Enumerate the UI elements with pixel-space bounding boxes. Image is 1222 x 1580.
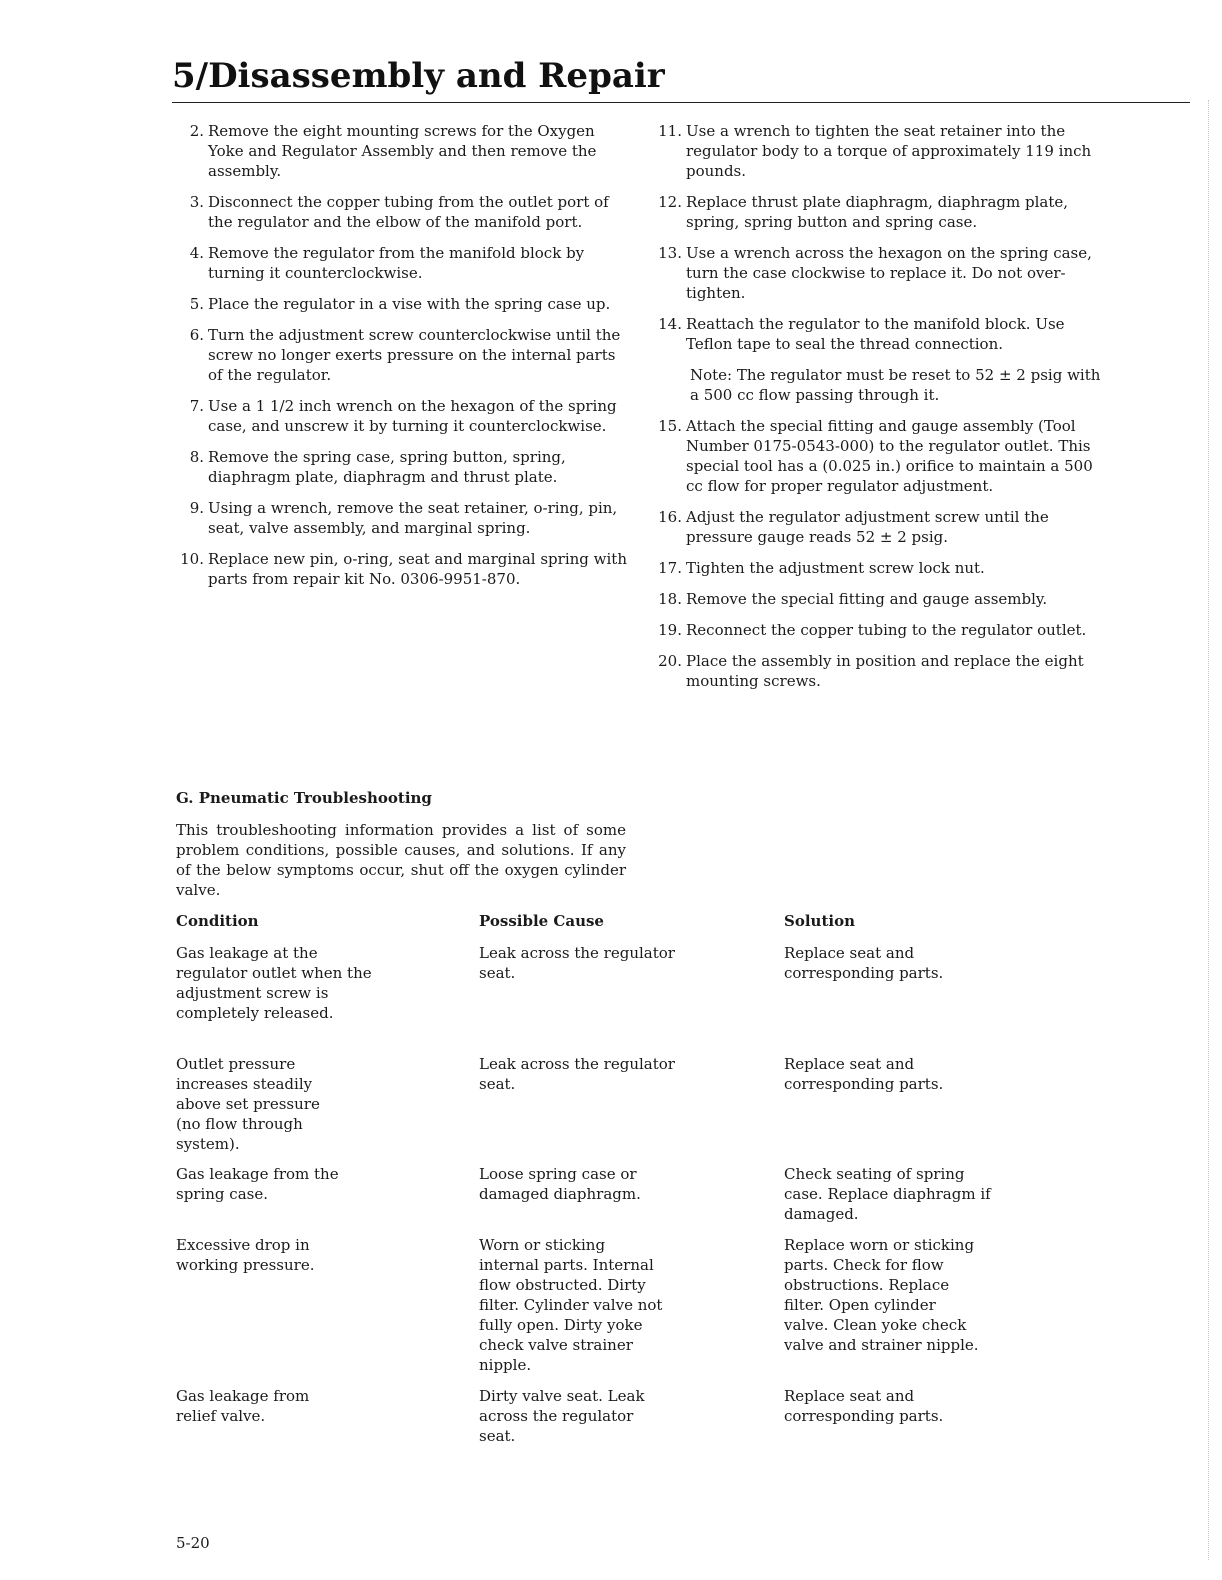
step-number: 14. [658, 315, 682, 333]
table-cell-cause: Leak across the regulator seat. [479, 944, 675, 982]
step-text: Place the assembly in position and replace the eight mounting screws. [686, 652, 1084, 690]
column-header-cause: Possible Cause [479, 912, 604, 930]
step-item [176, 243, 628, 283]
step-item [654, 651, 1106, 691]
step-number: 2. [189, 122, 204, 140]
step-text: Remove the eight mounting screws for the Oxygen Yoke and Regulator Assembly and then remove the assembly. [208, 122, 597, 180]
table-cell-solution: Check seating of spring case. Replace diaphragm if damaged. [784, 1165, 991, 1223]
step-number: 13. [658, 244, 682, 262]
step-text: Attach the special fitting and gauge assembly (Tool Number 0175-0543-000) to the regulator outlet. This special tool has a (0.025 in.) orifice to maintain a 500 cc flow for proper regulator adjustment. [686, 417, 1093, 495]
step-number: 15. [658, 417, 682, 435]
step-text: Replace thrust plate diaphragm, diaphragm plate, spring, spring button and spring case. [686, 193, 1068, 231]
step-text: Tighten the adjustment screw lock nut. [686, 559, 985, 577]
step-item [176, 192, 628, 232]
step-number: 10. [180, 550, 204, 568]
table-cell-cause: Loose spring case or damaged diaphragm. [479, 1165, 641, 1203]
step-text: Use a 1 1/2 inch wrench on the hexagon of the spring case, and unscrew it by turning it counterclockwise. [208, 397, 617, 435]
column-header-solution: Solution [784, 912, 855, 930]
scan-edge-divider [1208, 100, 1209, 1560]
step-item [654, 314, 1106, 354]
step-item [176, 549, 628, 589]
step-number: 16. [658, 508, 682, 526]
step-number: 5. [189, 295, 204, 313]
step-text: Reattach the regulator to the manifold block. Use Teflon tape to seal the thread connection. [686, 315, 1065, 353]
step-text: Use a wrench to tighten the seat retainer into the regulator body to a torque of approximately 119 inch pounds. [686, 122, 1092, 180]
step-text: Disconnect the copper tubing from the outlet port of the regulator and the elbow of the manifold port. [208, 193, 609, 231]
intro-paragraph: This troubleshooting information provides a list of some problem conditions, possible causes, and solutions. If any of the below symptoms occur, shut off the oxygen cylinder valve. [176, 821, 626, 899]
step-text: Remove the regulator from the manifold block by turning it counterclockwise. [208, 244, 585, 282]
table-cell-cause: Worn or sticking internal parts. Internal flow obstructed. Dirty filter. Cylinder valve not fully open. Dirty yoke check valve strainer nipple. [479, 1236, 663, 1374]
step-text: Replace new pin, o-ring, seat and marginal spring with parts from repair kit No. 0306-9951-870. [208, 550, 627, 588]
step-number: 4. [189, 244, 204, 262]
step-item [654, 507, 1106, 547]
page-number: 5-20 [176, 1534, 210, 1552]
step-number: 18. [658, 590, 682, 608]
column-header-condition: Condition [176, 912, 259, 930]
table-cell-solution: Replace worn or sticking parts. Check for flow obstructions. Replace filter. Open cylinder valve. Clean yoke check valve and strainer nipple. [784, 1236, 979, 1354]
step-number: 6. [189, 326, 204, 344]
step-number: 19. [658, 621, 682, 639]
steps-right-column [654, 121, 1106, 702]
table-cell-condition: Excessive drop in working pressure. [176, 1236, 315, 1274]
step-item [654, 558, 1106, 578]
step-text: Reconnect the copper tubing to the regulator outlet. [686, 621, 1087, 639]
step-item [654, 620, 1106, 640]
table-cell-solution: Replace seat and corresponding parts. [784, 944, 944, 982]
step-number: 17. [658, 559, 682, 577]
step-text: Place the regulator in a vise with the spring case up. [208, 295, 611, 313]
table-cell-condition: Gas leakage at the regulator outlet when the adjustment screw is completely released. [176, 944, 372, 1022]
table-cell-cause: Leak across the regulator seat. [479, 1055, 675, 1093]
table-cell-cause: Dirty valve seat. Leak across the regulator seat. [479, 1387, 645, 1445]
step-item [654, 192, 1106, 232]
section-heading: G. Pneumatic Troubleshooting [176, 789, 432, 807]
step-text: Remove the special fitting and gauge assembly. [686, 590, 1048, 608]
table-cell-condition: Outlet pressure increases steadily above set pressure (no flow through system). [176, 1055, 320, 1153]
step-item [176, 294, 628, 314]
step-number: 8. [189, 448, 204, 466]
step-item [654, 416, 1106, 496]
step-text: Adjust the regulator adjustment screw until the pressure gauge reads 52 ± 2 psig. [686, 508, 1049, 546]
step-number: 9. [189, 499, 204, 517]
calibration-note: Note: The regulator must be reset to 52 ± 2 psig with a 500 cc flow passing through it. [690, 366, 1101, 404]
step-number: 11. [658, 122, 682, 140]
step-item [176, 498, 628, 538]
steps-left-column [176, 121, 628, 600]
step-text: Use a wrench across the hexagon on the spring case, turn the case clockwise to replace it. Do not over-tighten. [686, 244, 1092, 302]
step-item [176, 447, 628, 487]
table-cell-solution: Replace seat and corresponding parts. [784, 1055, 944, 1093]
table-cell-solution: Replace seat and corresponding parts. [784, 1387, 944, 1425]
table-cell-condition: Gas leakage from the spring case. [176, 1165, 339, 1203]
step-number: 12. [658, 193, 682, 211]
step-text: Using a wrench, remove the seat retainer, o-ring, pin, seat, valve assembly, and marginal spring. [208, 499, 618, 537]
step-number: 3. [189, 193, 204, 211]
step-item [654, 243, 1106, 303]
step-item [176, 121, 628, 181]
step-item [176, 396, 628, 436]
step-item [654, 589, 1106, 609]
step-item [176, 325, 628, 385]
step-item [654, 121, 1106, 181]
step-text: Remove the spring case, spring button, spring, diaphragm plate, diaphragm and thrust plate. [208, 448, 566, 486]
step-text: Turn the adjustment screw counterclockwise until the screw no longer exerts pressure on the internal parts of the regulator. [208, 326, 621, 384]
title-rule [172, 102, 1190, 103]
page-title: 5/Disassembly and Repair [172, 56, 665, 96]
step-number: 20. [658, 652, 682, 670]
step-number: 7. [189, 397, 204, 415]
table-cell-condition: Gas leakage from relief valve. [176, 1387, 310, 1425]
